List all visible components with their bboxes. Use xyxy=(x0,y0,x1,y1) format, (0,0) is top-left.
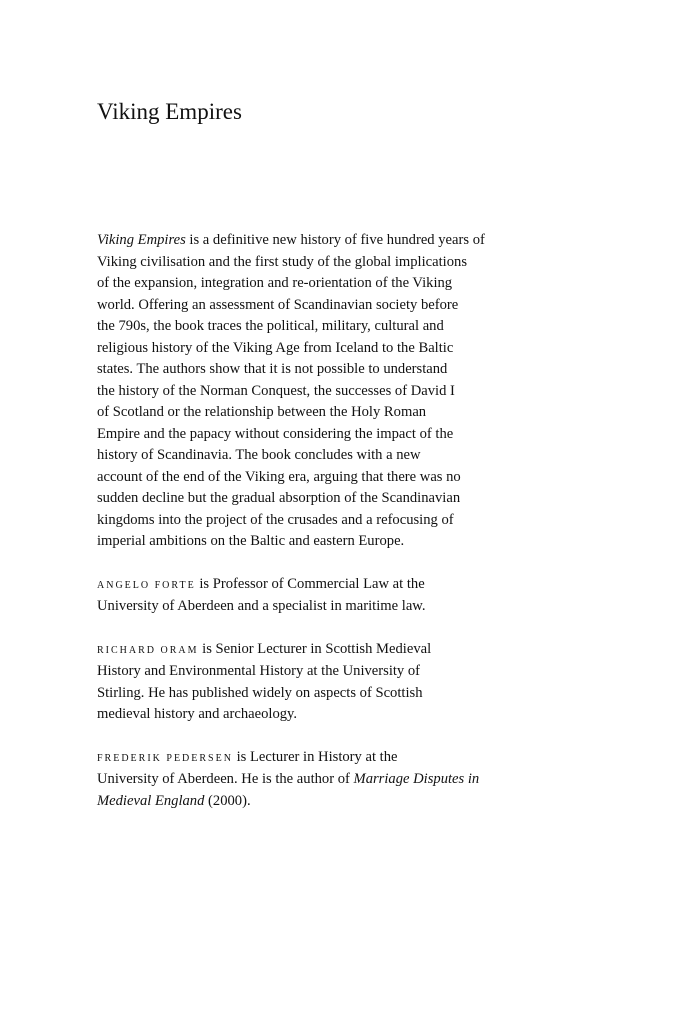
book-title-italic: Medieval England xyxy=(97,792,205,809)
bio-line: medieval history and archaeology. xyxy=(97,706,298,722)
author-name: ANGELO FORTE xyxy=(97,579,196,591)
description-line: sudden decline but the gradual absorption of the Scandinavian xyxy=(97,490,461,506)
description-line: imperial ambitions on the Baltic and eastern Europe. xyxy=(97,533,405,549)
bio-line: University of Aberdeen and a specialist in maritime law. xyxy=(97,598,426,614)
bio-line: ANGELO FORTE is Professor of Commercial Law at the xyxy=(97,575,425,592)
author-bio-forte xyxy=(97,574,589,618)
author-name: FREDERIK PEDERSEN xyxy=(97,752,233,764)
description-line: states. The authors show that it is not possible to understand xyxy=(97,361,448,377)
description-line: Viking Empires is a definitive new history of five hundred years of xyxy=(97,232,485,248)
description-paragraph xyxy=(97,230,589,553)
book-title-italic: Marriage Disputes in xyxy=(353,771,480,787)
author-name: RICHARD ORAM xyxy=(97,644,199,656)
description-line: kingdoms into the project of the crusades and a refocusing of xyxy=(97,511,454,528)
description-line: religious history of the Viking Age from Iceland to the Baltic xyxy=(97,339,454,356)
author-bio-pedersen xyxy=(97,747,589,813)
description-line: Viking civilisation and the first study of the global implications xyxy=(97,253,467,270)
bio-line: Stirling. He has published widely on aspects of Scottish xyxy=(97,684,423,701)
bio-line: History and Environmental History at the University of xyxy=(97,663,421,679)
bio-line: RICHARD ORAM is Senior Lecturer in Scottish Medieval xyxy=(97,640,432,657)
description-line: account of the end of the Viking era, arguing that there was no xyxy=(97,468,461,485)
description-line: history of Scandinavia. The book concludes with a new xyxy=(97,447,421,463)
bio-line: Medieval England (2000). xyxy=(97,792,251,809)
author-bio-oram xyxy=(97,639,589,726)
book-blurb xyxy=(97,230,589,833)
bio-line: FREDERIK PEDERSEN is Lecturer in History at the xyxy=(97,748,398,765)
description-line: Empire and the papacy without considering the impact of the xyxy=(97,425,454,442)
book-title: Viking Empires xyxy=(97,99,242,124)
description-line: the 790s, the book traces the political, military, cultural and xyxy=(97,318,444,334)
bio-line: University of Aberdeen. He is the author of Marriage Disputes in xyxy=(97,771,480,787)
description-line: world. Offering an assessment of Scandinavian society before xyxy=(97,296,459,313)
book-title-italic: Viking Empires xyxy=(97,232,186,248)
description-line: of the expansion, integration and re-orientation of the Viking xyxy=(97,275,453,291)
description-line: the history of the Norman Conquest, the successes of David I xyxy=(97,382,455,399)
description-line: of Scotland or the relationship between the Holy Roman xyxy=(97,404,427,420)
